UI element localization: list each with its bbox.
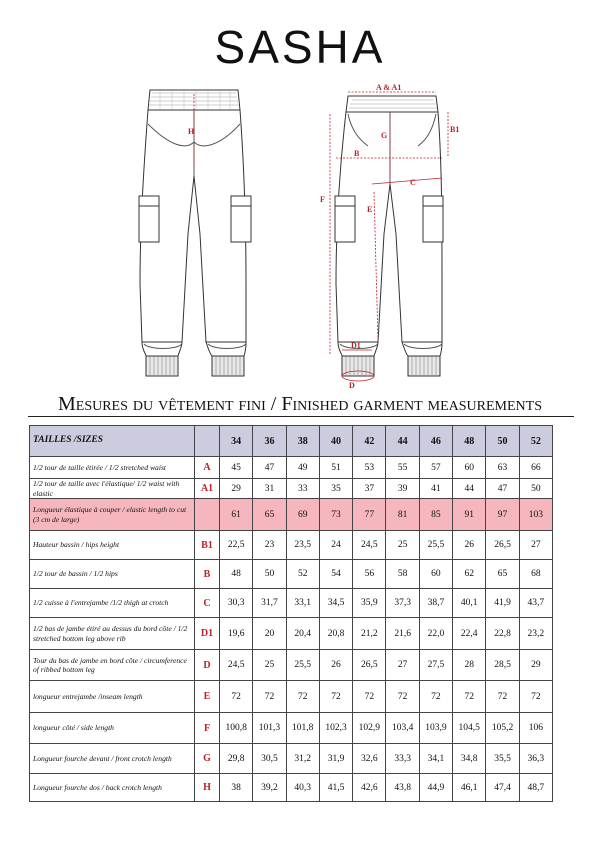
measurement-value: 72 [319, 681, 352, 713]
measurement-value: 35,5 [486, 744, 519, 774]
measurement-value: 25 [386, 531, 419, 560]
measurement-row [30, 650, 553, 681]
code-header-cell [195, 426, 220, 457]
measurement-value: 47,4 [486, 774, 519, 802]
measurement-code: G [195, 744, 220, 774]
measurement-value: 36,3 [519, 744, 552, 774]
measurement-value: 41,5 [319, 774, 352, 802]
measurement-value: 22,8 [486, 618, 519, 650]
measurements-heading: Mesures du vêtement fini / Finished garment measurements [57, 393, 542, 415]
measurement-label: 1/2 tour de taille étirée / 1/2 stretched waist [30, 457, 195, 479]
measurement-row [30, 479, 553, 499]
measurement-value: 85 [419, 499, 452, 531]
measurement-value: 61 [220, 499, 253, 531]
measurement-value: 34,1 [419, 744, 452, 774]
measurement-value: 24,5 [220, 650, 253, 681]
label-h: H [188, 127, 195, 136]
measurement-value: 30,3 [220, 589, 253, 618]
measurement-value: 50 [519, 479, 552, 499]
measurement-value: 39 [386, 479, 419, 499]
measurement-value: 48 [220, 560, 253, 589]
measurement-label: longueur entrejambe /inseam length [30, 681, 195, 713]
label-f: F [320, 195, 325, 204]
measurement-label: Hauteur bassin / hips height [30, 531, 195, 560]
measurement-value: 60 [453, 457, 486, 479]
measurement-value: 24 [319, 531, 352, 560]
size-header-cell: 46 [419, 426, 452, 457]
measurement-value: 31,7 [253, 589, 286, 618]
measurement-value: 38,7 [419, 589, 452, 618]
measurement-code: H [195, 774, 220, 802]
measurement-value: 44 [453, 479, 486, 499]
measurement-value: 104,5 [453, 713, 486, 744]
measurement-value: 35 [319, 479, 352, 499]
measurement-code: E [195, 681, 220, 713]
measurement-value: 51 [319, 457, 352, 479]
measurement-value: 27,5 [419, 650, 452, 681]
size-header-cell: 50 [486, 426, 519, 457]
measurement-value: 102,9 [353, 713, 386, 744]
measurement-row [30, 618, 553, 650]
measurement-value: 35,9 [353, 589, 386, 618]
measurement-value: 26 [453, 531, 486, 560]
measurement-row [30, 560, 553, 589]
measurement-value: 24,5 [353, 531, 386, 560]
label-e: E [367, 205, 373, 214]
measurement-value: 23,2 [519, 618, 552, 650]
measurement-value: 29,8 [220, 744, 253, 774]
measurement-value: 40,3 [286, 774, 319, 802]
label-b: B [354, 149, 360, 158]
measurement-value: 72 [419, 681, 452, 713]
measurement-value: 20,4 [286, 618, 319, 650]
measurement-value: 28 [453, 650, 486, 681]
measurement-value: 52 [286, 560, 319, 589]
measurement-value: 22,4 [453, 618, 486, 650]
measurement-label: Longueur fourche devant / front crotch length [30, 744, 195, 774]
measurement-value: 106 [519, 713, 552, 744]
measurement-code: A1 [195, 479, 220, 499]
measurement-value: 43,8 [386, 774, 419, 802]
measurement-value: 60 [419, 560, 452, 589]
label-b1: B1 [450, 125, 460, 134]
heading-rule [28, 416, 574, 417]
measurement-value: 25,5 [419, 531, 452, 560]
measurement-value: 63 [486, 457, 519, 479]
measurement-value: 57 [419, 457, 452, 479]
measurement-value: 41 [419, 479, 452, 499]
sizes-header-label: TAILLES /SIZES [30, 426, 195, 457]
brand-title: SASHA [214, 21, 386, 73]
measurement-value: 20 [253, 618, 286, 650]
measurement-value: 25,5 [286, 650, 319, 681]
measurement-value: 81 [386, 499, 419, 531]
measurement-label: 1/2 bas de jambe étiré au dessus du bord côte / 1/2 stretched bottom leg above rib [30, 618, 195, 650]
measurement-value: 103,9 [419, 713, 452, 744]
measurement-row [30, 499, 553, 531]
measurement-value: 72 [353, 681, 386, 713]
size-header-cell: 44 [386, 426, 419, 457]
measurement-value: 53 [353, 457, 386, 479]
measurement-value: 49 [286, 457, 319, 479]
measurement-value: 22,5 [220, 531, 253, 560]
label-a-a1: A & A1 [376, 84, 402, 92]
measurement-value: 44,9 [419, 774, 452, 802]
measurement-value: 43,7 [519, 589, 552, 618]
measurement-value: 20,8 [319, 618, 352, 650]
measurement-value: 28,5 [486, 650, 519, 681]
measurement-value: 72 [453, 681, 486, 713]
measurement-value: 56 [353, 560, 386, 589]
measurement-value: 66 [519, 457, 552, 479]
measurement-value: 72 [253, 681, 286, 713]
measurement-code: C [195, 589, 220, 618]
measurement-row [30, 713, 553, 744]
measurement-label: 1/2 tour de bassin / 1/2 hips [30, 560, 195, 589]
size-header-cell: 48 [453, 426, 486, 457]
measurement-code: A [195, 457, 220, 479]
pants-illustration [0, 84, 600, 388]
measurement-value: 72 [220, 681, 253, 713]
measurement-value: 100,8 [220, 713, 253, 744]
measurement-value: 48,7 [519, 774, 552, 802]
measurement-label: Tour du bas de jambe en bord côte / circumference of ribbed bottom leg [30, 650, 195, 681]
measurement-value: 26 [319, 650, 352, 681]
size-header-cell: 36 [253, 426, 286, 457]
measurement-value: 47 [253, 457, 286, 479]
measurement-label: longueur côté / side length [30, 713, 195, 744]
measurement-value: 69 [286, 499, 319, 531]
measurement-label: 1/2 cuisse à l'entrejambe /1/2 thigh at crotch [30, 589, 195, 618]
measurement-value: 32,6 [353, 744, 386, 774]
measurement-row [30, 774, 553, 802]
size-header-cell: 38 [286, 426, 319, 457]
measurement-value: 21,2 [353, 618, 386, 650]
label-c: C [410, 178, 416, 187]
measurement-row [30, 531, 553, 560]
measurement-code: F [195, 713, 220, 744]
measurement-value: 29 [220, 479, 253, 499]
label-d1: D1 [351, 341, 361, 350]
measurement-value: 103 [519, 499, 552, 531]
measurement-value: 46,1 [453, 774, 486, 802]
measurement-value: 23 [253, 531, 286, 560]
measurement-value: 58 [386, 560, 419, 589]
measurement-value: 29 [519, 650, 552, 681]
measurement-value: 27 [519, 531, 552, 560]
measurement-value: 54 [319, 560, 352, 589]
measurement-row [30, 681, 553, 713]
measurement-value: 72 [486, 681, 519, 713]
measurement-value: 21,6 [386, 618, 419, 650]
measurement-value: 47 [486, 479, 519, 499]
measurement-value: 97 [486, 499, 519, 531]
measurement-value: 38 [220, 774, 253, 802]
measurement-value: 101,3 [253, 713, 286, 744]
size-header-cell: 40 [319, 426, 352, 457]
measurement-label: Longueur fourche dos / back crotch length [30, 774, 195, 802]
measurement-value: 26,5 [486, 531, 519, 560]
size-header-cell: 52 [519, 426, 552, 457]
sizes-header-row [30, 426, 553, 457]
measurement-code: B1 [195, 531, 220, 560]
measurement-value: 34,8 [453, 744, 486, 774]
label-g: G [381, 131, 388, 140]
measurement-label: Longueur élastique à couper / elastic length to cut (3 cm de large) [30, 499, 195, 531]
measurement-value: 65 [486, 560, 519, 589]
measurement-value: 23,5 [286, 531, 319, 560]
measurement-value: 39,2 [253, 774, 286, 802]
measurement-value: 33,3 [386, 744, 419, 774]
measurement-value: 102,3 [319, 713, 352, 744]
measurement-value: 101,8 [286, 713, 319, 744]
measurement-value: 105,2 [486, 713, 519, 744]
measurement-value: 72 [286, 681, 319, 713]
measurement-value: 22,0 [419, 618, 452, 650]
measurement-value: 19,6 [220, 618, 253, 650]
measurement-label: 1/2 tour de taille avec l'élastique/ 1/2 waist with elastic [30, 479, 195, 499]
measurement-value: 91 [453, 499, 486, 531]
front-view-pants [335, 96, 443, 376]
measurement-value: 26,5 [353, 650, 386, 681]
measurement-value: 31 [253, 479, 286, 499]
measurement-code: D1 [195, 618, 220, 650]
measurement-value: 37 [353, 479, 386, 499]
measurement-value: 77 [353, 499, 386, 531]
measurement-value: 41,9 [486, 589, 519, 618]
measurement-code: D [195, 650, 220, 681]
measurement-value: 31,2 [286, 744, 319, 774]
measurement-value: 72 [386, 681, 419, 713]
measurement-row [30, 589, 553, 618]
back-view-pants [139, 90, 251, 376]
measurement-code [195, 499, 220, 531]
measurement-row [30, 457, 553, 479]
measurement-value: 42,6 [353, 774, 386, 802]
measurement-value: 72 [519, 681, 552, 713]
measurement-value: 37,3 [386, 589, 419, 618]
measurement-value: 73 [319, 499, 352, 531]
label-d: D [349, 381, 355, 388]
measurement-value: 25 [253, 650, 286, 681]
size-header-cell: 42 [353, 426, 386, 457]
measurement-value: 50 [253, 560, 286, 589]
measurement-value: 34,5 [319, 589, 352, 618]
measurement-value: 45 [220, 457, 253, 479]
measurements-table [29, 425, 553, 802]
measurement-value: 68 [519, 560, 552, 589]
measurement-value: 55 [386, 457, 419, 479]
measurement-value: 103,4 [386, 713, 419, 744]
measurement-value: 31,9 [319, 744, 352, 774]
size-header-cell: 34 [220, 426, 253, 457]
measurement-value: 65 [253, 499, 286, 531]
measurement-value: 40,1 [453, 589, 486, 618]
measurement-value: 33,1 [286, 589, 319, 618]
measurement-value: 30,5 [253, 744, 286, 774]
measurement-value: 62 [453, 560, 486, 589]
measurement-code: B [195, 560, 220, 589]
measurement-value: 33 [286, 479, 319, 499]
measurement-value: 27 [386, 650, 419, 681]
measurement-row [30, 744, 553, 774]
